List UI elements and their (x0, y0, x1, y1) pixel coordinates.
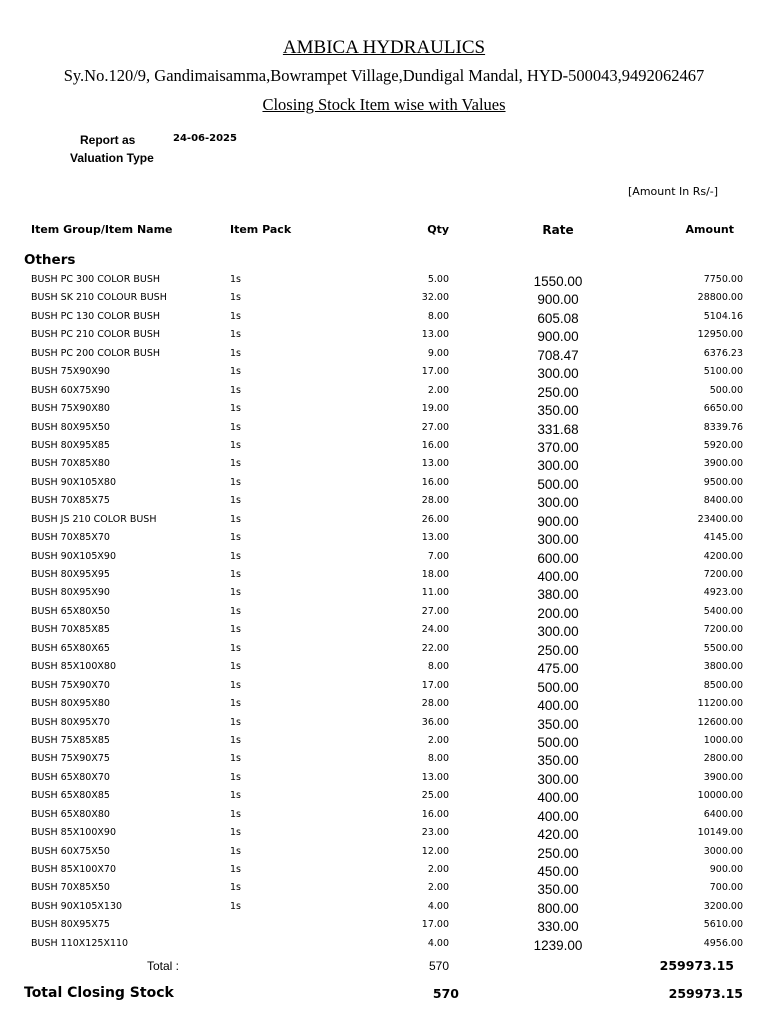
item-amount: 7200.00 (703, 624, 743, 636)
group-total-amount: 259973.15 (659, 958, 734, 973)
item-rate: 250.00 (537, 642, 579, 658)
item-pack: 1s (230, 439, 241, 451)
item-amount: 4956.00 (703, 937, 743, 949)
item-amount: 6400.00 (703, 808, 743, 820)
item-rate: 1239.00 (533, 937, 583, 953)
item-pack: 1s (230, 679, 241, 691)
item-name: BUSH PC 210 COLOR BUSH (31, 329, 161, 341)
item-name: BUSH 70X85X80 (31, 458, 110, 470)
table-row (0, 566, 768, 584)
table-row (0, 455, 768, 473)
stock-table-body (0, 271, 768, 953)
column-header-rate: Rate (542, 223, 574, 237)
report-title: Closing Stock Item wise with Values (262, 95, 506, 114)
item-rate: 400.00 (537, 569, 579, 584)
item-qty: 28.00 (421, 698, 449, 710)
column-header-amount: Amount (685, 223, 734, 236)
item-qty: 27.00 (421, 605, 449, 617)
item-qty: 8.00 (427, 661, 449, 673)
item-pack: 1s (230, 808, 241, 820)
table-row (0, 695, 768, 713)
item-rate: 500.00 (537, 476, 579, 492)
item-rate: 250.00 (537, 845, 579, 861)
item-qty: 28.00 (421, 495, 449, 507)
table-row (0, 935, 768, 953)
item-name: BUSH 80X95X75 (31, 919, 110, 931)
item-amount: 3900.00 (703, 458, 743, 470)
item-pack: 1s (230, 716, 241, 728)
table-row (0, 677, 768, 695)
item-qty: 11.00 (421, 587, 449, 599)
item-name: BUSH 90X105X90 (31, 550, 116, 562)
item-name: BUSH 65X80X85 (31, 790, 110, 802)
item-pack: 1s (230, 292, 241, 304)
item-amount: 500.00 (709, 384, 743, 396)
item-name: BUSH 80X95X50 (31, 421, 110, 433)
item-qty: 4.00 (427, 900, 449, 912)
item-qty: 32.00 (421, 292, 449, 304)
table-row (0, 289, 768, 307)
company-address: Sy.No.120/9, Gandimaisamma,Bowrampet Village,Dundigal Mandal, HYD-500043,9492062467 (63, 66, 705, 85)
item-pack: 1s (230, 569, 241, 580)
item-qty: 16.00 (421, 808, 449, 820)
item-name: BUSH 110X125X110 (31, 937, 129, 949)
item-rate: 350.00 (537, 882, 579, 898)
item-name: BUSH 60X75X50 (31, 845, 110, 857)
item-rate: 350.00 (537, 403, 579, 419)
column-header-item-name: Item Group/Item Name (31, 223, 173, 236)
item-amount: 10149.00 (697, 827, 743, 839)
item-rate: 500.00 (537, 734, 579, 750)
item-pack: 1s (230, 642, 241, 654)
group-total-qty: 570 (428, 959, 449, 973)
item-pack: 1s (230, 753, 241, 765)
item-rate: 708.47 (537, 347, 579, 363)
table-row (0, 363, 768, 381)
item-rate: 300.00 (537, 366, 579, 382)
item-qty: 8.00 (427, 310, 449, 322)
item-pack: 1s (230, 734, 241, 746)
table-row (0, 584, 768, 602)
table-row (0, 437, 768, 455)
item-pack: 1s (230, 421, 241, 433)
item-rate: 500.00 (537, 679, 579, 695)
table-row (0, 621, 768, 639)
item-pack: 1s (230, 532, 241, 544)
item-rate: 400.00 (537, 698, 579, 714)
item-rate: 475.00 (537, 661, 579, 677)
item-pack: 1s (230, 790, 241, 802)
item-name: BUSH 80X95X95 (31, 569, 110, 580)
grand-total-label: Total Closing Stock (24, 985, 174, 1001)
item-pack: 1s (230, 661, 241, 673)
item-name: BUSH 80X95X80 (31, 698, 110, 710)
item-qty: 17.00 (421, 679, 449, 691)
table-row (0, 511, 768, 529)
item-name: BUSH 75X90X70 (31, 679, 110, 691)
group-total-label: Total : (147, 959, 180, 973)
table-row (0, 400, 768, 418)
item-qty: 2.00 (427, 734, 449, 746)
item-name: BUSH 90X105X80 (31, 476, 116, 488)
table-row (0, 271, 768, 289)
item-name: BUSH 70X85X75 (31, 495, 110, 507)
item-qty: 13.00 (421, 329, 449, 341)
item-rate: 300.00 (537, 458, 579, 474)
item-pack: 1s (230, 329, 241, 341)
item-pack: 1s (230, 403, 241, 415)
item-qty: 13.00 (421, 771, 449, 783)
item-pack: 1s (230, 366, 241, 378)
item-qty: 25.00 (421, 790, 449, 802)
item-name: BUSH 65X80X80 (31, 808, 110, 820)
item-amount: 6650.00 (703, 403, 743, 415)
item-rate: 300.00 (537, 624, 579, 640)
item-rate: 1550.00 (533, 274, 583, 289)
item-amount: 9500.00 (703, 476, 743, 488)
item-rate: 200.00 (537, 605, 579, 621)
item-name: BUSH 70X85X50 (31, 882, 110, 894)
item-name: BUSH 85X100X90 (31, 827, 116, 839)
item-amount: 5104.16 (703, 310, 743, 322)
item-rate: 300.00 (537, 771, 579, 787)
table-row (0, 824, 768, 842)
item-rate: 350.00 (537, 753, 579, 769)
item-name: BUSH 65X80X50 (31, 605, 110, 617)
item-pack: 1s (230, 495, 241, 507)
item-name: BUSH 80X95X85 (31, 439, 110, 451)
item-name: BUSH 65X80X70 (31, 771, 110, 783)
table-row (0, 806, 768, 824)
item-rate: 330.00 (537, 919, 579, 935)
table-row (0, 492, 768, 510)
item-name: BUSH 75X90X80 (31, 403, 110, 415)
item-rate: 450.00 (537, 864, 579, 879)
table-row (0, 308, 768, 326)
item-qty: 9.00 (427, 347, 449, 359)
report-as-label: Report as (80, 133, 136, 147)
item-name: BUSH PC 200 COLOR BUSH (31, 347, 161, 359)
item-name: BUSH 60X75X90 (31, 384, 110, 396)
table-row (0, 474, 768, 492)
report-date: 24-06-2025 (173, 133, 237, 144)
item-rate: 900.00 (537, 329, 579, 345)
item-rate: 350.00 (537, 716, 579, 732)
item-qty: 18.00 (421, 569, 449, 580)
item-pack: 1s (230, 274, 241, 285)
item-name: BUSH 85X100X70 (31, 864, 116, 875)
grand-total-qty: 570 (432, 986, 459, 1001)
item-name: BUSH 75X85X85 (31, 734, 110, 746)
item-name: BUSH 75X90X90 (31, 366, 110, 378)
item-amount: 7200.00 (703, 569, 743, 580)
item-name: BUSH PC 130 COLOR BUSH (31, 310, 161, 322)
item-amount: 5920.00 (703, 439, 743, 451)
item-amount: 10000.00 (697, 790, 743, 802)
item-amount: 8500.00 (703, 679, 743, 691)
table-row (0, 603, 768, 621)
item-amount: 28800.00 (697, 292, 743, 304)
item-rate: 300.00 (537, 532, 579, 548)
item-qty: 7.00 (427, 550, 449, 562)
item-pack: 1s (230, 882, 241, 894)
item-rate: 250.00 (537, 384, 579, 400)
table-row (0, 419, 768, 437)
item-amount: 700.00 (709, 882, 743, 894)
item-qty: 13.00 (421, 532, 449, 544)
table-row (0, 529, 768, 547)
item-name: BUSH 90X105X130 (31, 900, 123, 912)
item-name: BUSH SK 210 COLOUR BUSH (31, 292, 167, 304)
item-rate: 331.68 (537, 421, 579, 437)
item-amount: 5100.00 (703, 366, 743, 378)
item-rate: 370.00 (537, 439, 579, 455)
item-rate: 420.00 (537, 827, 579, 843)
company-name: AMBICA HYDRAULICS (282, 37, 486, 58)
valuation-type-label: Valuation Type (70, 151, 154, 165)
item-amount: 8339.76 (703, 421, 743, 433)
item-pack: 1s (230, 771, 241, 783)
item-qty: 24.00 (421, 624, 449, 636)
item-pack: 1s (230, 458, 241, 470)
item-name: BUSH 75X90X75 (31, 753, 110, 765)
item-rate: 400.00 (537, 790, 579, 806)
item-rate: 300.00 (537, 495, 579, 511)
table-row (0, 658, 768, 676)
table-row (0, 326, 768, 344)
item-pack: 1s (230, 827, 241, 839)
item-rate: 900.00 (537, 513, 579, 529)
item-amount: 12600.00 (697, 716, 743, 728)
item-pack: 1s (230, 587, 241, 599)
item-amount: 5400.00 (703, 605, 743, 617)
item-rate: 800.00 (537, 900, 579, 916)
item-name: BUSH 80X95X70 (31, 716, 110, 728)
table-row (0, 879, 768, 897)
item-pack: 1s (230, 310, 241, 322)
item-amount: 3900.00 (703, 771, 743, 783)
table-row (0, 382, 768, 400)
item-qty: 19.00 (421, 403, 449, 415)
item-amount: 4200.00 (703, 550, 743, 562)
item-pack: 1s (230, 845, 241, 857)
item-qty: 36.00 (421, 716, 449, 728)
item-amount: 1000.00 (703, 734, 743, 746)
item-rate: 900.00 (537, 292, 579, 308)
item-qty: 13.00 (421, 458, 449, 470)
table-row (0, 861, 768, 879)
item-amount: 23400.00 (697, 513, 743, 525)
item-amount: 3200.00 (703, 900, 743, 912)
item-qty: 17.00 (421, 919, 449, 931)
item-qty: 27.00 (421, 421, 449, 433)
item-rate: 400.00 (537, 808, 579, 824)
item-amount: 3000.00 (703, 845, 743, 857)
item-qty: 16.00 (421, 476, 449, 488)
item-amount: 900.00 (709, 864, 743, 875)
item-qty: 2.00 (427, 882, 449, 894)
item-amount: 3800.00 (703, 661, 743, 673)
item-amount: 2800.00 (703, 753, 743, 765)
item-amount: 8400.00 (703, 495, 743, 507)
table-row (0, 787, 768, 805)
table-row (0, 843, 768, 861)
item-name: BUSH PC 300 COLOR BUSH (31, 274, 161, 285)
item-qty: 2.00 (427, 864, 449, 875)
column-header-qty: Qty (427, 223, 449, 236)
item-name: BUSH 85X100X80 (31, 661, 116, 673)
amount-unit-note: [Amount In Rs/-] (628, 185, 719, 198)
table-row (0, 916, 768, 934)
grand-total-amount: 259973.15 (668, 986, 743, 1001)
item-amount: 5610.00 (703, 919, 743, 931)
item-pack: 1s (230, 605, 241, 617)
item-pack: 1s (230, 384, 241, 396)
item-amount: 5500.00 (703, 642, 743, 654)
table-row (0, 345, 768, 363)
item-amount: 4145.00 (703, 532, 743, 544)
item-rate: 600.00 (537, 550, 579, 566)
item-name: BUSH JS 210 COLOR BUSH (31, 513, 157, 525)
item-rate: 605.08 (537, 310, 579, 326)
item-name: BUSH 80X95X90 (31, 587, 110, 599)
column-header-item-pack: Item Pack (230, 223, 292, 236)
item-qty: 4.00 (427, 937, 449, 949)
item-qty: 26.00 (421, 513, 449, 525)
table-row (0, 640, 768, 658)
item-name: BUSH 70X85X70 (31, 532, 110, 544)
item-qty: 22.00 (421, 642, 449, 654)
table-row (0, 769, 768, 787)
item-amount: 6376.23 (703, 347, 743, 359)
table-row (0, 548, 768, 566)
item-qty: 23.00 (421, 827, 449, 839)
item-group-name: Others (24, 252, 76, 268)
item-qty: 17.00 (421, 366, 449, 378)
item-qty: 5.00 (427, 274, 449, 285)
item-amount: 11200.00 (697, 698, 743, 710)
table-row (0, 714, 768, 732)
table-row (0, 732, 768, 750)
item-pack: 1s (230, 864, 241, 875)
item-amount: 7750.00 (703, 274, 743, 285)
item-name: BUSH 65X80X65 (31, 642, 110, 654)
item-pack: 1s (230, 698, 241, 710)
table-row (0, 750, 768, 768)
item-qty: 12.00 (421, 845, 449, 857)
item-qty: 8.00 (427, 753, 449, 765)
item-amount: 12950.00 (697, 329, 743, 341)
item-pack: 1s (230, 900, 241, 912)
item-amount: 4923.00 (703, 587, 743, 599)
item-pack: 1s (230, 476, 241, 488)
item-qty: 16.00 (421, 439, 449, 451)
item-pack: 1s (230, 550, 241, 562)
item-qty: 2.00 (427, 384, 449, 396)
item-rate: 380.00 (537, 587, 579, 603)
table-row (0, 898, 768, 916)
item-pack: 1s (230, 513, 241, 525)
item-name: BUSH 70X85X85 (31, 624, 110, 636)
item-pack: 1s (230, 624, 241, 636)
item-pack: 1s (230, 347, 241, 359)
